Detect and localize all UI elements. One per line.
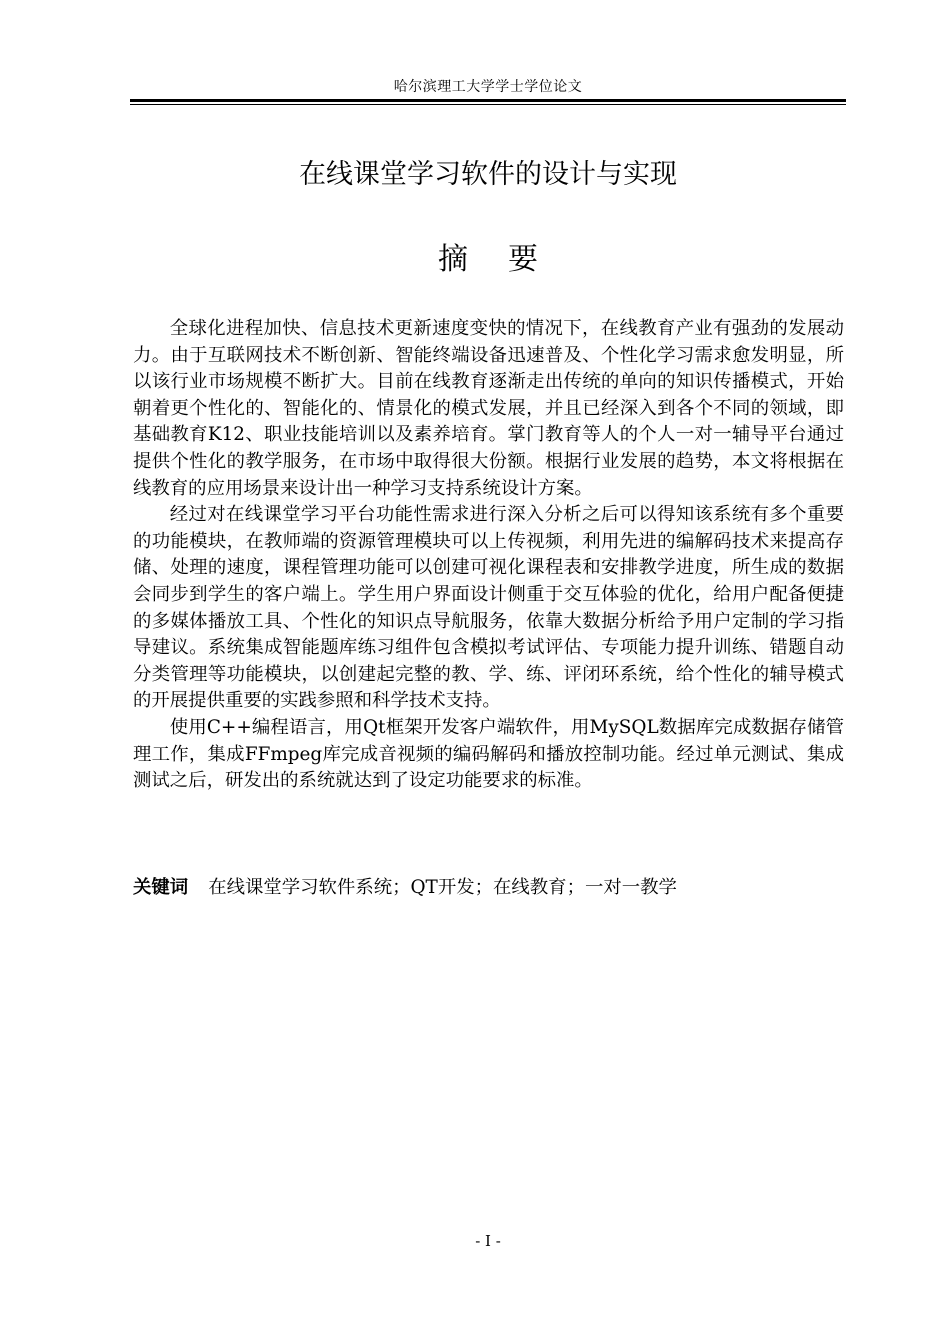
running-header: 哈尔滨理工大学学士学位论文 xyxy=(393,79,583,95)
keywords-line xyxy=(133,875,844,901)
header-rule-thin xyxy=(130,104,846,105)
header-rule-thick xyxy=(130,99,846,102)
keywords-label: 关键词 xyxy=(133,877,189,898)
abstract-paragraph-1: 全球化进程加快、信息技术更新速度变快的情况下，在线教育产业有强劲的发展动力。由于互联网技术不断创新、智能终端设备迅速普及、个性化学习需求愈发明显，所以该行业市场规模不断扩大。目前在线教育逐渐走出传统的单向的知识传播模式，开始朝着更个性化的、智能化的、情景化的模式发展，并且已经深入到各个不同的领域，即基础教育K12、职业技能培训以及素养培育。掌门教育等人的个人一对一辅导平台通过提供个性化的教学服务，在市场中取得很大份额。根据行业发展的趋势，本文将根据在线教育的应用场景来设计出一种学习支持系统设计方案。 xyxy=(133,318,844,499)
abstract-heading: 摘要 xyxy=(438,242,578,277)
header-rule xyxy=(130,99,846,105)
keywords-text: 在线课堂学习软件系统；QT开发；在线教育；一对一教学 xyxy=(208,877,677,898)
abstract-body xyxy=(133,316,844,795)
page-number: - I - xyxy=(475,1232,501,1250)
abstract-paragraph-2: 经过对在线课堂学习平台功能性需求进行深入分析之后可以得知该系统有多个重要的功能模块，在教师端的资源管理模块可以上传视频，利用先进的编解码技术来提高存储、处理的速度，课程管理功能可以创建可视化课程表和安排教学进度，所生成的数据会同步到学生的客户端上。学生用户界面设计侧重于交互体验的优化，给用户配备便捷的多媒体播放工具、个性化的知识点导航服务，依靠大数据分析给予用户定制的学习指导建议。系统集成智能题库练习组件包含模拟考试评估、专项能力提升训练、错题自动分类管理等功能模块，以创建起完整的教、学、练、评闭环系统，给个性化的辅导模式的开展提供重要的实践参照和科学技术支持。 xyxy=(133,504,844,712)
thesis-title: 在线课堂学习软件的设计与实现 xyxy=(299,159,677,190)
abstract-paragraph-3: 使用C++编程语言，用Qt框架开发客户端软件，用MySQL数据库完成数据存储管理工作，集成FFmpeg库完成音视频的编码解码和播放控制功能。经过单元测试、集成测试之后，研发出的系统就达到了设定功能要求的标准。 xyxy=(133,716,844,792)
